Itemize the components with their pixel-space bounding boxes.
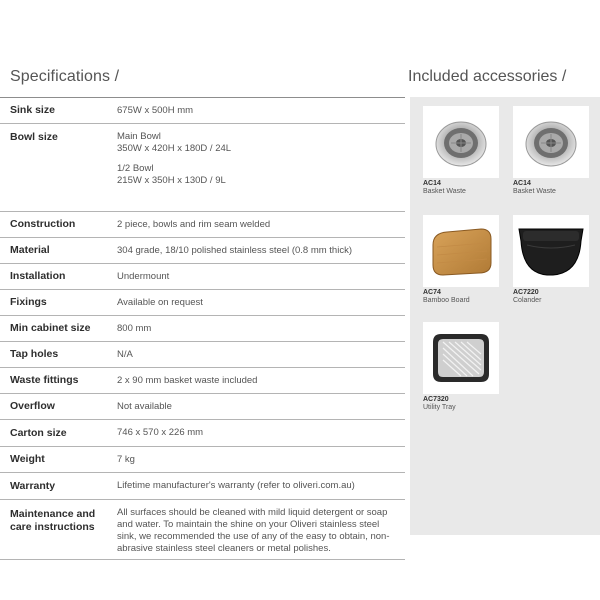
accessories-heading: Included accessories / bbox=[408, 68, 567, 85]
accessory-code: AC14 bbox=[513, 180, 531, 187]
bamboo-board-icon bbox=[423, 215, 499, 287]
spec-value: 2 piece, bowls and rim seam welded bbox=[117, 218, 271, 230]
spec-row-bowl-size bbox=[0, 124, 405, 212]
main-bowl-dims: 350W x 420H x 180D / 24L bbox=[117, 143, 232, 154]
spec-row-construction bbox=[0, 212, 405, 238]
spec-row-warranty bbox=[0, 473, 405, 500]
accessory-item bbox=[513, 106, 593, 196]
spec-row-material bbox=[0, 238, 405, 264]
accessory-name: Bamboo Board bbox=[423, 297, 470, 304]
spec-label-line2: care instructions bbox=[10, 521, 95, 533]
spec-label: Carton size bbox=[10, 426, 67, 439]
accessory-name: Colander bbox=[513, 297, 542, 304]
spec-value: 675W x 500H mm bbox=[117, 104, 194, 116]
main-bowl-name: Main Bowl bbox=[117, 131, 161, 142]
spec-value: 7 kg bbox=[117, 453, 135, 465]
utility-tray-icon bbox=[423, 322, 499, 394]
spec-label: Bowl size bbox=[10, 131, 58, 143]
basket-waste-icon bbox=[423, 106, 499, 178]
spec-label: Overflow bbox=[10, 400, 55, 412]
spec-row-tap-holes bbox=[0, 342, 405, 368]
half-bowl-name: 1/2 Bowl bbox=[117, 163, 154, 174]
spec-label: Waste fittings bbox=[10, 374, 79, 386]
spec-value-bowl bbox=[107, 124, 405, 211]
spec-value: 800 mm bbox=[117, 322, 152, 334]
spec-value: 746 x 570 x 226 mm bbox=[117, 427, 204, 438]
spec-label: Warranty bbox=[10, 479, 56, 492]
accessory-item bbox=[513, 215, 593, 305]
spec-value: N/A bbox=[117, 348, 133, 360]
spec-label: Construction bbox=[10, 218, 76, 230]
spec-row-weight bbox=[0, 447, 405, 473]
specifications-table bbox=[0, 97, 405, 560]
spec-value: All surfaces should be cleaned with mild liquid detergent or soap and water. To maintain the shine on your Oliveri stainless steel sink, we recommended the use of any of the easy to obtain, non-abrasive stainless steel cleaners or metal polishes. bbox=[117, 507, 390, 554]
spec-value: Not available bbox=[117, 400, 172, 412]
accessory-code: AC7220 bbox=[513, 289, 539, 296]
accessory-item bbox=[423, 322, 503, 412]
spec-value: 2 x 90 mm basket waste included bbox=[117, 374, 258, 386]
spec-label: Material bbox=[10, 244, 50, 256]
spec-row-carton-size bbox=[0, 420, 405, 447]
spec-label: Tap holes bbox=[10, 348, 59, 360]
half-bowl-dims: 215W x 350H x 130D / 9L bbox=[117, 175, 226, 186]
spec-label: Sink size bbox=[10, 104, 55, 116]
spec-value: Lifetime manufacturer's warranty (refer to oliveri.com.au) bbox=[117, 480, 355, 491]
accessory-name: Basket Waste bbox=[423, 188, 466, 195]
accessory-name: Basket Waste bbox=[513, 188, 556, 195]
spec-row-overflow bbox=[0, 394, 405, 420]
spec-value: 304 grade, 18/10 polished stainless steel (0.8 mm thick) bbox=[117, 244, 352, 256]
colander-icon bbox=[513, 215, 589, 287]
spec-value: Undermount bbox=[117, 270, 170, 282]
spec-row-waste-fittings bbox=[0, 368, 405, 394]
accessory-item bbox=[423, 106, 503, 196]
accessory-code: AC7320 bbox=[423, 396, 449, 403]
accessory-item bbox=[423, 215, 503, 305]
spec-row-min-cabinet-size bbox=[0, 316, 405, 342]
accessories-panel bbox=[410, 97, 600, 535]
spec-label: Fixings bbox=[10, 296, 47, 308]
spec-label: Installation bbox=[10, 270, 66, 282]
spec-row-installation bbox=[0, 264, 405, 290]
spec-value: Available on request bbox=[117, 296, 203, 308]
spec-label-line1: Maintenance and bbox=[10, 508, 96, 520]
spec-label-maintenance bbox=[0, 500, 107, 559]
accessory-code: AC14 bbox=[423, 180, 441, 187]
spec-row-fixings bbox=[0, 290, 405, 316]
specifications-heading: Specifications / bbox=[10, 68, 120, 85]
accessory-code: AC74 bbox=[423, 289, 441, 296]
spec-label: Min cabinet size bbox=[10, 322, 91, 334]
spec-label: Weight bbox=[10, 453, 45, 465]
basket-waste-icon bbox=[513, 106, 589, 178]
spec-row-sink-size bbox=[0, 98, 405, 124]
spec-row-maintenance bbox=[0, 500, 405, 560]
accessory-name: Utility Tray bbox=[423, 404, 456, 411]
